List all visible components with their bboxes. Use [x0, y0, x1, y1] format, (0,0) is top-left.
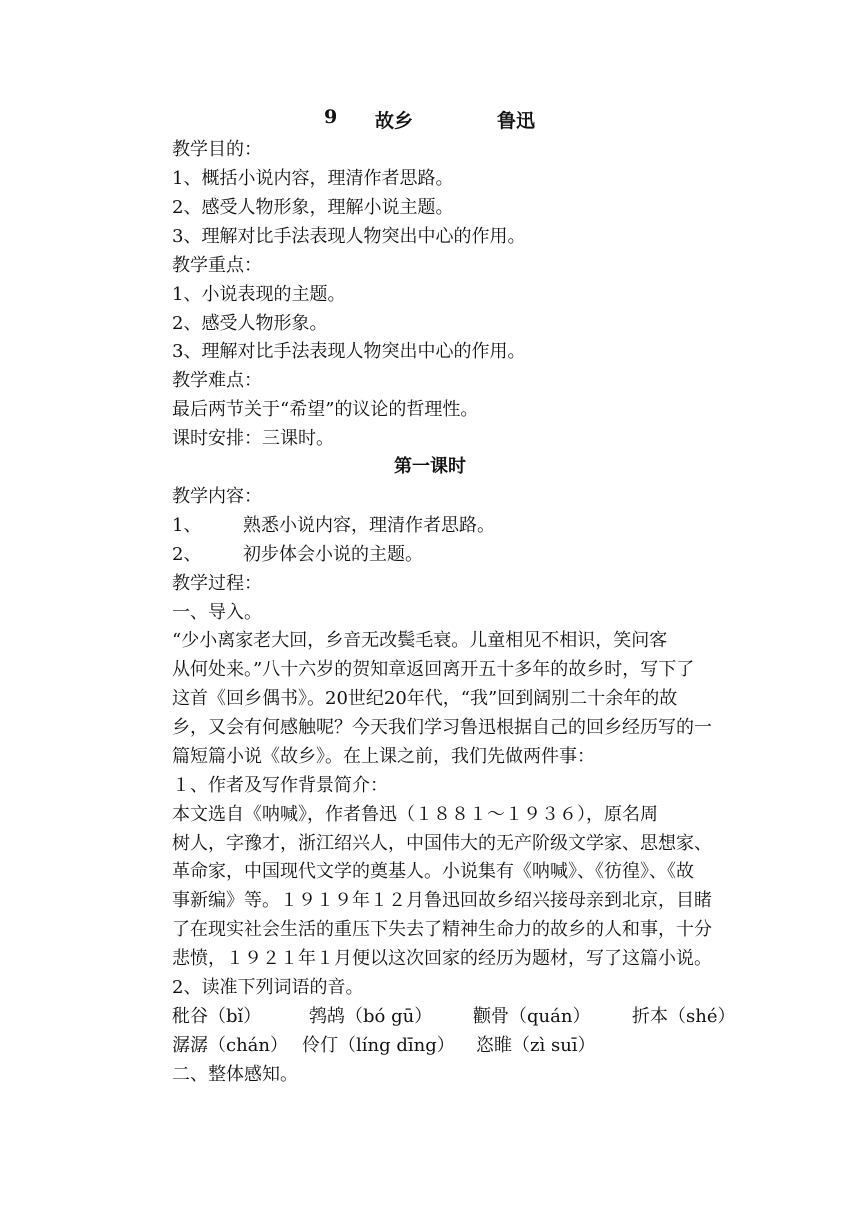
lesson-number: 9	[324, 106, 338, 128]
vocab-item: 折本（shé）	[632, 1006, 736, 1027]
intro-line: 乡，又会有何感触呢？今天我们学习鲁迅根据自己的回乡经历写的一	[172, 717, 712, 738]
vocab-item: 潺潺（chán）	[172, 1035, 288, 1056]
vocab-item: 伶仃（líng dīng）	[302, 1035, 455, 1056]
pronunciation-heading: 2、读准下列词语的音。	[172, 977, 364, 998]
background-line: 树人，字豫才，浙江绍兴人，中国伟大的无产阶级文学家、思想家、	[172, 833, 712, 854]
background-heading: １、作者及写作背景简介：	[172, 775, 388, 796]
background-line: 本文选自《呐喊》，作者鲁迅（１８８１～１９３６），原名周	[172, 804, 658, 825]
intro-heading: 一、导入。	[172, 602, 262, 623]
overview-heading: 二、整体感知。	[172, 1064, 298, 1085]
schedule-text: 课时安排：三课时。	[172, 428, 334, 449]
objective-item: 1、概括小说内容，理清作者思路。	[172, 168, 454, 189]
objective-item: 3、理解对比手法表现人物突出中心的作用。	[172, 226, 526, 247]
objective-item: 2、感受人物形象，理解小说主题。	[172, 197, 454, 218]
background-line: 悲愤，１９２１年１月便以这次回家的经历为题材，写了这篇小说。	[172, 948, 712, 969]
lesson-title	[0, 106, 860, 134]
lesson-name: 故乡	[375, 110, 414, 132]
difficulty-heading: 教学难点：	[172, 370, 262, 391]
vocab-item: 恣睢（zì suī）	[476, 1035, 596, 1056]
key-points-heading: 教学重点：	[172, 255, 262, 276]
content-item-text: 熟悉小说内容，理清作者思路。	[243, 515, 495, 536]
section-heading: 第一课时	[394, 456, 466, 477]
background-line: 革命家，中国现代文学的奠基人。小说集有《呐喊》、《彷徨》、《故	[172, 861, 694, 882]
content-item-text: 初步体会小说的主题。	[243, 544, 423, 565]
vocab-item: 颧骨（quán）	[473, 1006, 591, 1027]
key-point-item: 3、理解对比手法表现人物突出中心的作用。	[172, 341, 526, 362]
key-point-item: 1、小说表现的主题。	[172, 284, 346, 305]
content-heading: 教学内容：	[172, 486, 262, 507]
content-item-number: 1、	[172, 515, 202, 536]
objectives-heading: 教学目的：	[172, 139, 262, 160]
intro-line: “少小离家老大回，乡音无改鬓毛衰。儿童相见不相识，笑问客	[172, 630, 668, 651]
intro-line: 从何处来。”八十六岁的贺知章返回离开五十多年的故乡时，写下了	[172, 659, 695, 680]
content-item-number: 2、	[172, 544, 202, 565]
background-line: 了在现实社会生活的重压下失去了精神生命力的故乡的人和事，十分	[172, 919, 712, 940]
vocab-item: 鹁鸪（bó gū）	[309, 1006, 433, 1027]
lesson-author: 鲁迅	[497, 110, 536, 132]
process-heading: 教学过程：	[172, 573, 262, 594]
key-point-item: 2、感受人物形象。	[172, 313, 328, 334]
intro-line: 篇短篇小说《故乡》。在上课之前，我们先做两件事：	[172, 746, 595, 767]
intro-line: 这首《回乡偶书》。20世纪20年代，“我”回到阔别二十余年的故	[172, 688, 678, 709]
vocab-item: 秕谷（bǐ）	[172, 1006, 262, 1027]
difficulty-text: 最后两节关于“希望”的议论的哲理性。	[172, 399, 479, 420]
background-line: 事新编》等。１９１９年１２月鲁迅回故乡绍兴接母亲到北京，目睹	[172, 890, 712, 911]
